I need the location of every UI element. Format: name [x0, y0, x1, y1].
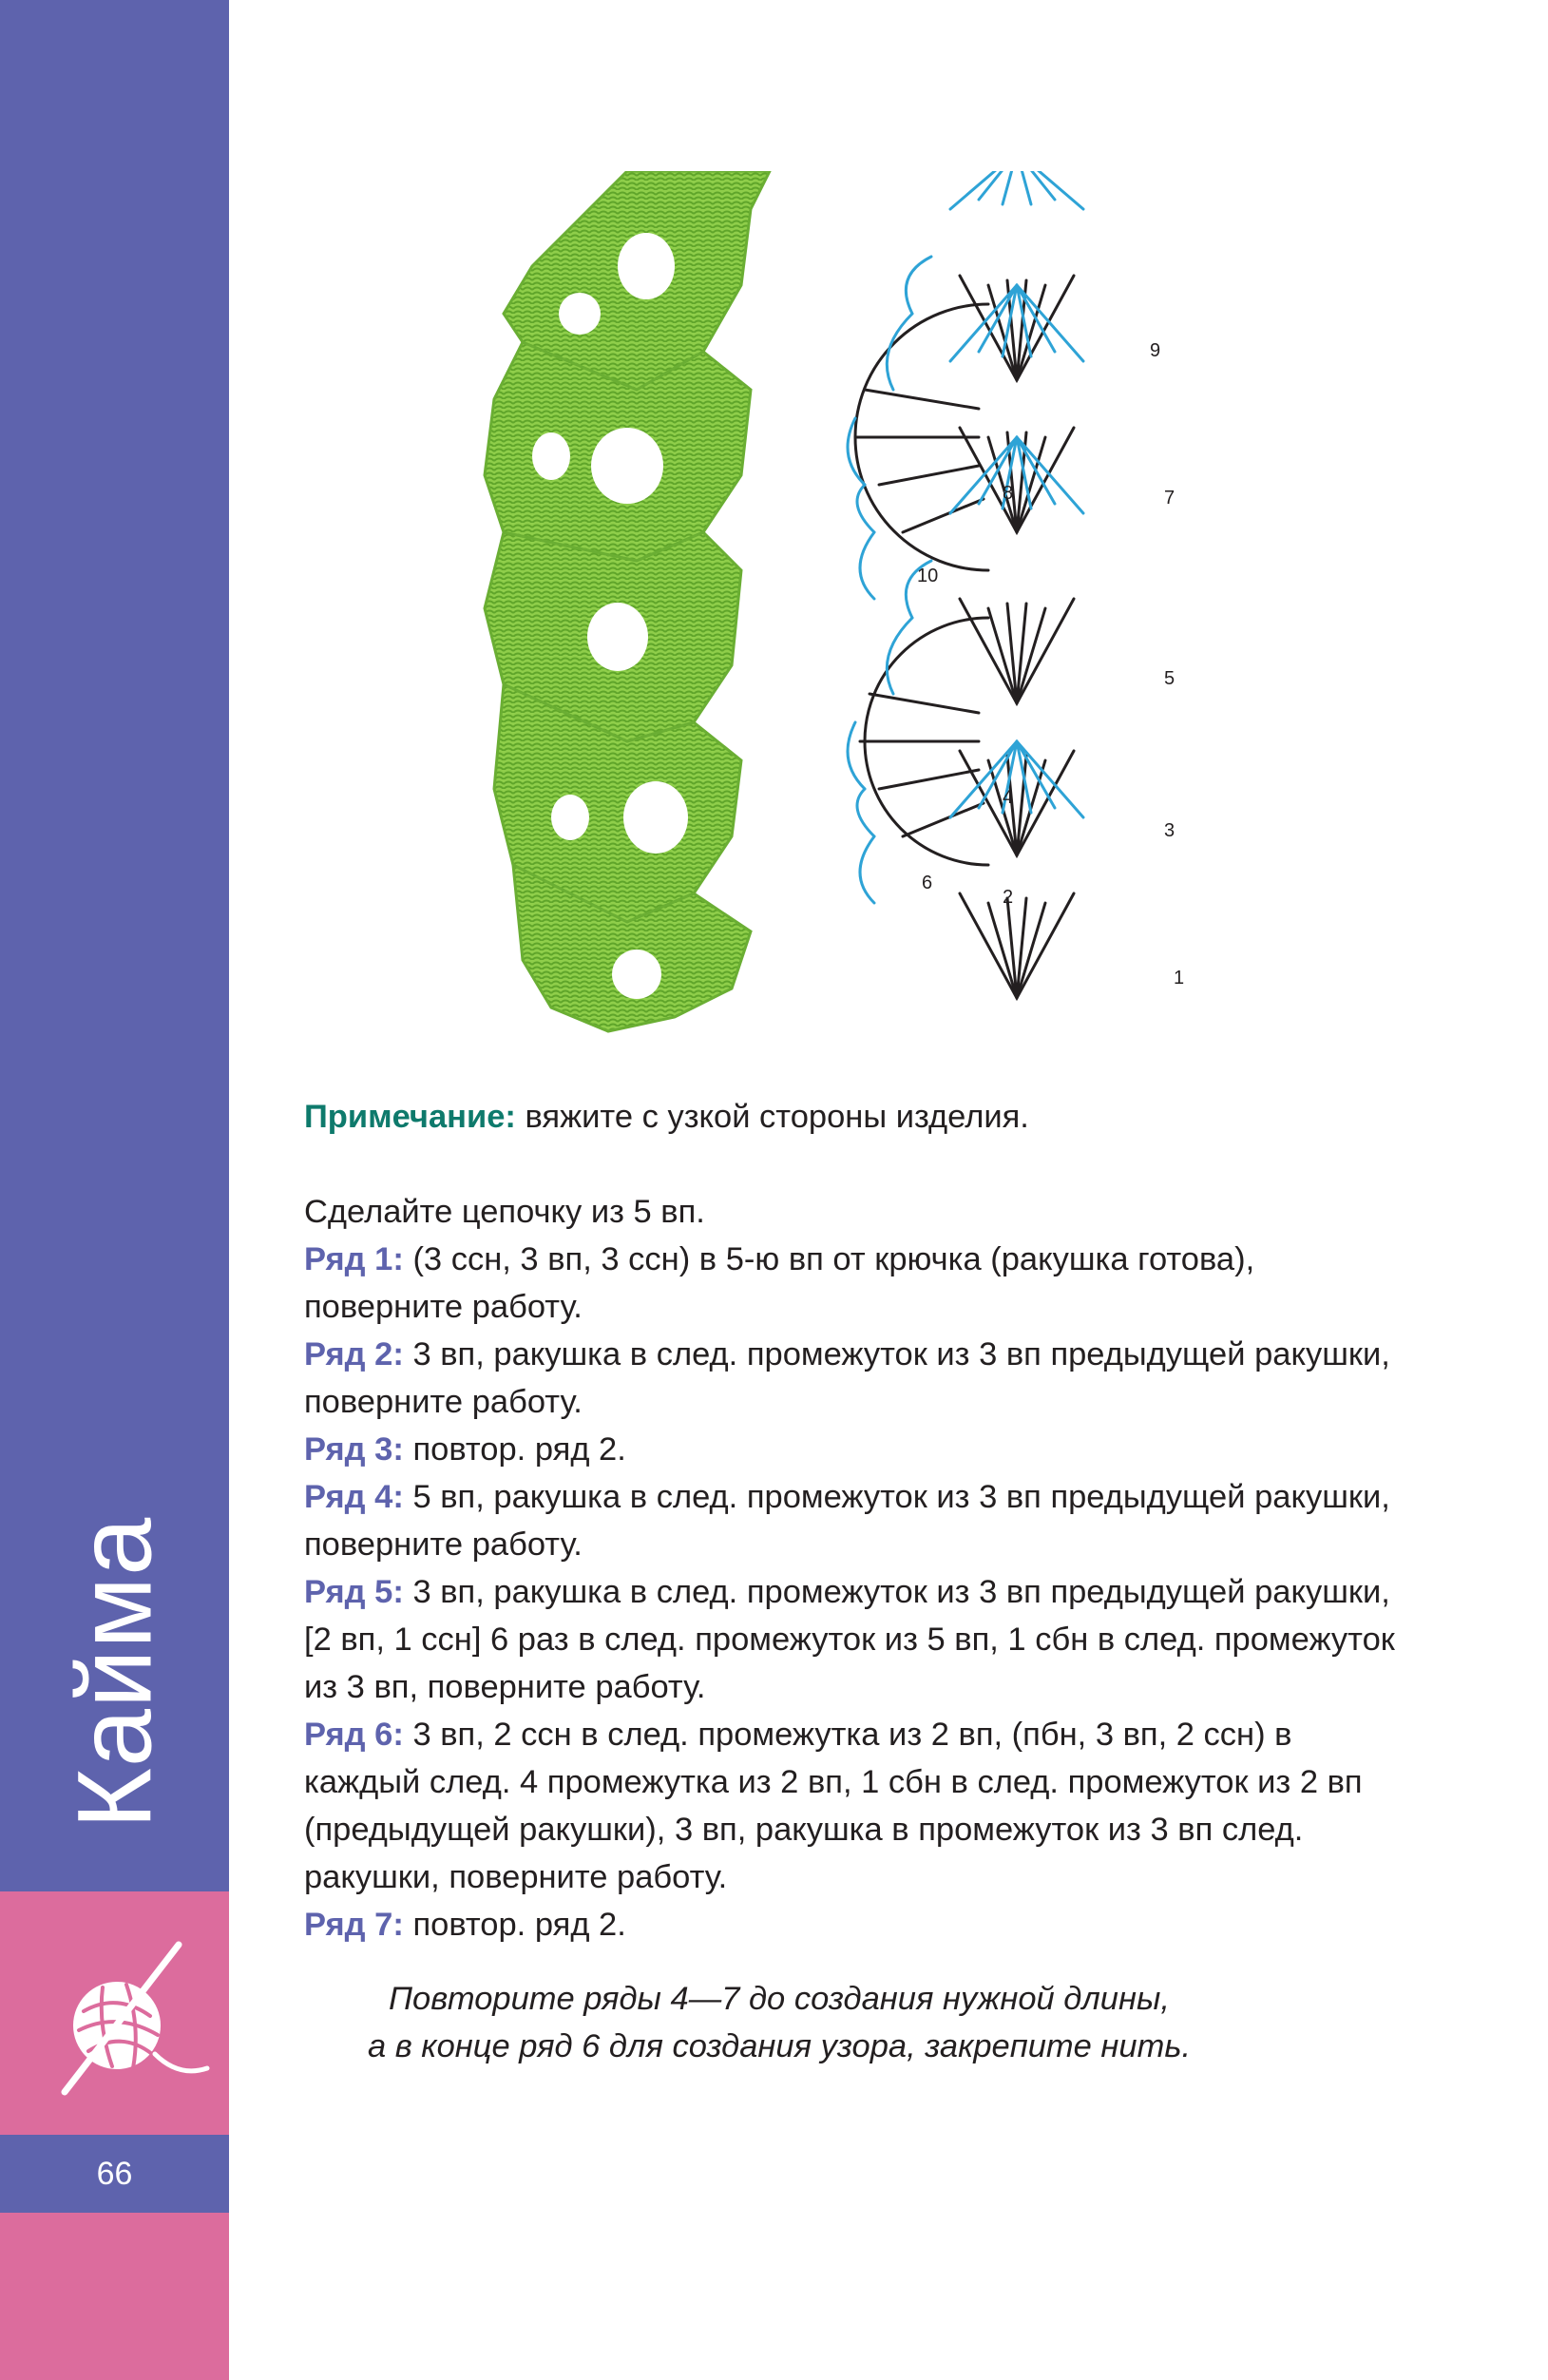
diagram-row-number: 5 [1164, 668, 1175, 689]
diagram-row-number: 10 [917, 566, 939, 586]
row-text: (3 ссн, 3 вп, 3 ссн) в 5-ю вп от крючка (ракушка готова), поверните работу. [304, 1241, 1255, 1325]
row-text: повтор. ряд 2. [403, 1431, 626, 1468]
page-number: 66 [96, 2155, 133, 2192]
row-instruction [304, 1473, 1397, 1568]
row-label: Ряд 6: [304, 1717, 404, 1753]
row-instruction [304, 1236, 1397, 1331]
closing-line-2: а в конце ряд 6 для создания узора, закрепите нить. [367, 2028, 1192, 2064]
note-label: Примечание: [304, 1099, 516, 1135]
row-instruction [304, 1901, 1397, 1948]
row-instruction [304, 1331, 1397, 1426]
row-instruction [304, 1426, 1397, 1473]
section-title [0, 1483, 229, 1863]
yarn-ball-icon [46, 1935, 217, 2106]
intro-text: Сделайте цепочку из 5 вп. [304, 1194, 705, 1230]
row-instruction [304, 1711, 1397, 1901]
note [304, 1093, 1397, 1141]
diagram-row-number: 4 [1003, 787, 1014, 808]
diagram-row-number: 8 [1003, 483, 1014, 504]
row-text: 3 вп, ракушка в след. промежуток из 3 вп предыдущей ракушки, [2 вп, 1 ссн] 6 раз в след. промежуток из 5 вп, 1 сбн в след. промежуток из 3 вп, поверните работу. [304, 1574, 1395, 1705]
row-text: 3 вп, 2 ссн в след. промежутка из 2 вп, (пбн, 3 вп, 2 ссн) в каждый след. 4 промежутка из 2 вп, 1 сбн в след. промежуток из 2 вп (предыдущей ракушки), 3 вп, ракушка в промежуток из 3 вп след. ракушки, поверните работу. [304, 1717, 1363, 1895]
section-title-text: Кайма [56, 1516, 173, 1830]
row-label: Ряд 4: [304, 1479, 404, 1515]
row-label: Ряд 5: [304, 1574, 404, 1610]
closing-note [304, 1975, 1254, 2070]
row-label: Ряд 7: [304, 1907, 404, 1943]
note-text: вяжите с узкой стороны изделия. [515, 1099, 1029, 1135]
row-label: Ряд 3: [304, 1431, 404, 1468]
closing-line-1: Повторите ряды 4—7 до создания нужной длины, [389, 1981, 1170, 2017]
diagram-row-number: 2 [1003, 887, 1014, 908]
row-text: повтор. ряд 2. [403, 1907, 626, 1943]
row-label: Ряд 1: [304, 1241, 404, 1277]
lace-photo [466, 171, 784, 1036]
diagram-row-number: 7 [1164, 488, 1175, 509]
diagram-row-number: 1 [1174, 968, 1185, 988]
diagram-row-number: 3 [1164, 820, 1175, 841]
instructions [304, 1093, 1397, 2070]
diagram-row-number: 9 [1150, 340, 1161, 361]
diagram-row-number: 6 [922, 873, 933, 893]
row-instruction [304, 1568, 1397, 1711]
crochet-diagram [836, 171, 1197, 1027]
row-label: Ряд 2: [304, 1336, 404, 1372]
row-text: 5 вп, ракушка в след. промежуток из 3 вп предыдущей ракушки, поверните работу. [304, 1479, 1390, 1563]
row-text: 3 вп, ракушка в след. промежуток из 3 вп предыдущей ракушки, поверните работу. [304, 1336, 1390, 1420]
